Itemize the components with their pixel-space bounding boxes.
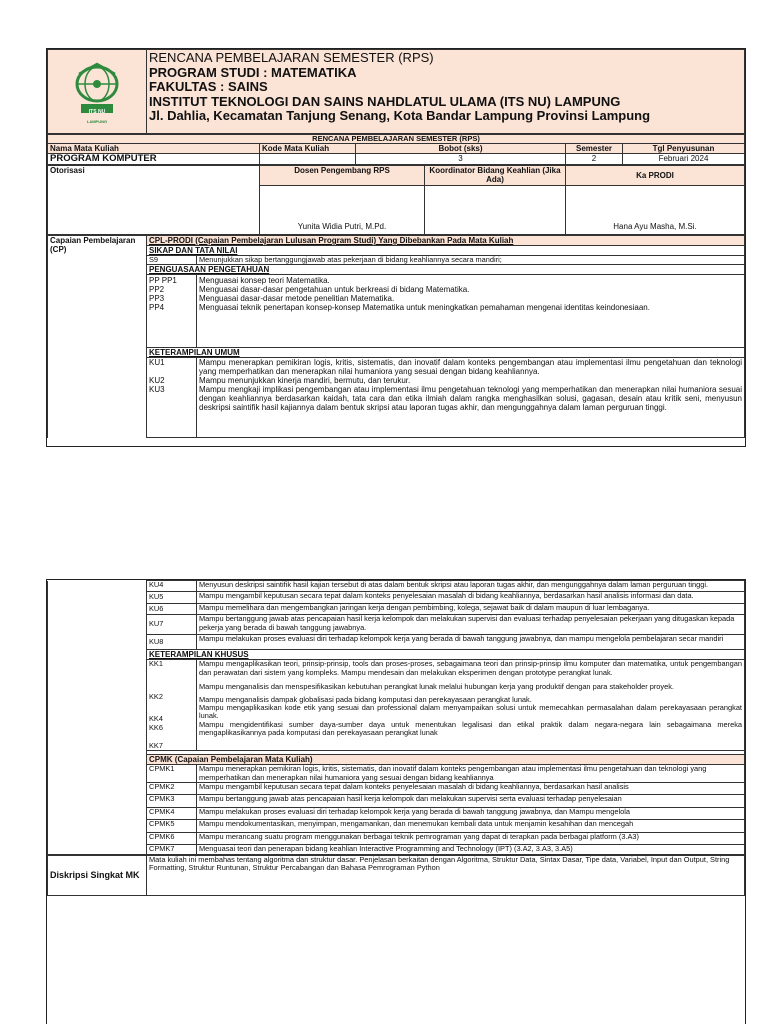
- ku8-text: Mampu melakukan proses evaluasi diri terhadap kelompok kerja yang berada di bawah tanggung jawabnya, dan mampu mengelola pembelajaran secar mandiri: [197, 635, 745, 650]
- khusus-header: KETERAMPILAN KHUSUS: [147, 650, 745, 660]
- authorization-label: Otorisasi: [48, 166, 260, 235]
- kk1-text: Mampu mengaplikasikan teori, prinsip-prinsip, tools dan proses-proses, sebagaimana teori dan prinsip-prinsip ilmu komputer dan matematika, untuk pengembangan dan perawatan dari sistem yang kompleks. Mampu mendesain dan melakukan eksperimen dengan prototype perangkat lunak.: [199, 659, 742, 677]
- sikap-header: SIKAP DAN TATA NILAI: [147, 246, 745, 256]
- title-institut: INSTITUT TEKNOLOGI DAN SAINS NAHDLATUL ULAMA (ITS NU) LAMPUNG: [149, 93, 621, 109]
- description-label: Diskripsi Singkat MK: [48, 855, 147, 895]
- pp4-text: Menguasai teknik penertapan konsep-konsep Matematika untuk meningkatkan pemahaman mengenai identitas keindonesiaan.: [199, 303, 650, 313]
- umum-texts-p1: [197, 358, 745, 438]
- cpl-header: CPL-PRODI (Capaian Pembelajaran Lulusan Program Studi) Yang Dibebankan Pada Mata Kuliah: [147, 236, 745, 246]
- course-credit-value: 3: [356, 154, 566, 165]
- cpmk7-text: Menguasai teori dan penerapan bidang keahlian Interactive Programming and Technology (IPT) (3.A2, 3.A3, 3.A5): [197, 845, 745, 854]
- course-name-value: PROGRAM KOMPUTER: [48, 154, 260, 165]
- head-name: Hana Ayu Masha, M.Si.: [566, 186, 745, 235]
- course-credit-header: Bobot (sks): [356, 144, 566, 154]
- ku5-text: Mampu mengambil keputusan secara tepat dalam konteks penyelesaian masalah di bidang keahliannya, berdasarkan hasil analisis informasi dan data.: [197, 592, 745, 603]
- pp1-code: PP PP1: [149, 276, 177, 286]
- ku1-text: Mampu menerapkan pemikiran logis, kritis, sistematis, dan inovatif dalam konteks pengembangan atau implementasi ilmu pengetahuan dan teknologi yang memperhatikan dan menerapkan nilai humaniora yang sesuai dengan bidang keahliannya.: [199, 358, 742, 377]
- pp2-text: Menguasai dasar-dasar pengetahuan untuk berkreasi di bidang Matematika.: [199, 285, 470, 295]
- cpmk2-code: CPMK2: [147, 783, 197, 795]
- cpmk5-text: Mampu mendokumentasikan, menyimpan, mengamankan, dan menemukan kembali data untuk menjamin kesahihan dan mencegah: [197, 820, 745, 832]
- course-semester-header: Semester: [566, 144, 623, 154]
- course-date-header: Tgl Penyusunan: [623, 144, 745, 154]
- khusus-codes: [147, 660, 197, 751]
- kk4-text: Mampu menganalisis dampak globalisasi pada bidang komputasi dan perekayasaan perangkat lunak.: [199, 694, 532, 704]
- ku3-code: KU3: [149, 385, 165, 395]
- title-address: Jl. Dahlia, Kecamatan Tanjung Senang, Kota Bandar Lampung Provinsi Lampung: [149, 108, 651, 123]
- dev-name: Yunita Widia Putri, M.Pd.: [260, 186, 425, 235]
- cpmk4-code: CPMK4: [147, 807, 197, 819]
- ku4-code: KU4: [147, 581, 197, 592]
- kk4-code: KK4: [149, 714, 163, 724]
- ku7-text: Mampu bertanggung jawab atas pencapaian hasil kerja kelompok dan melakukan supervisi dan evaluasi terhadap penyelesaian pekerjaan yang ditugaskan kepada pekerja yang berada di bawah tanggung jawabnya.: [197, 615, 745, 635]
- cpmk1-code: CPMK1: [147, 765, 197, 783]
- kk2-code: KK2: [149, 692, 163, 702]
- ku2-code: KU2: [149, 376, 165, 386]
- umum-header: KETERAMPILAN UMUM: [147, 348, 745, 358]
- cp-label: Capaian Pembelajaran (CP): [48, 236, 147, 438]
- pengetahuan-codes: [147, 275, 197, 348]
- kk6-code: KK6: [149, 722, 163, 732]
- course-date-value: Februari 2024: [623, 154, 745, 165]
- ku1-code: KU1: [149, 358, 165, 368]
- rps-page-1: [46, 48, 746, 447]
- pengetahuan-header: PENGUASAAN PENGETAHUAN: [147, 265, 745, 275]
- head-header: Ka PRODI: [566, 166, 745, 186]
- ku8-code: KU8: [147, 635, 197, 650]
- title-prodi: PROGRAM STUDI : MATEMATIKA: [149, 64, 357, 80]
- cp-label-continued: [48, 581, 147, 855]
- ku3-text: Mampu mengkaji implikasi pengembangan atau implementasi ilmu pengetahuan teknologi yang memperhatikan dan menerapkan nilai humaniora sesuai dengan keahliannya berdasarkan kaidah, tata cara dan etika ilmiah dalam rangka menghasilkan solusi, gagasan, desain atau kritik seni, menyusun deskripsi saintifik hasil kajiannya dalam bentuk skripsi atau laporan tugas akhir, dan mengunggahnya dalam laman perguruan tinggi.: [199, 385, 742, 413]
- kk7-code: KK7: [149, 740, 163, 750]
- cpmk-header: CPMK (Capaian Pembelajaran Mata Kuliah): [147, 755, 745, 765]
- authorization-table: [47, 165, 745, 235]
- pp3-code: PP3: [149, 294, 165, 304]
- pp4-code: PP4: [149, 303, 165, 313]
- pp1-text: Menguasai konsep teori Matematika.: [199, 276, 330, 286]
- ku5-code: KU5: [147, 592, 197, 603]
- pp3-text: Menguasai dasar-dasar metode penelitian Matematika.: [199, 294, 395, 304]
- course-code-header: Kode Mata Kuliah: [260, 144, 356, 154]
- coord-header: Koordinator Bidang Keahlian (Jika Ada): [425, 166, 566, 186]
- khusus-texts: [197, 660, 745, 751]
- coord-name: [425, 186, 566, 235]
- kk7-text: Mampu mengidentifikasi sumber daya-sumber daya untuk menentukan legalisasi dan etikal praktik dalam negara-negara lain sebagaimana mereka mengaplikasikannya pada komputasi dan perekayasaan perangkat lunak: [199, 719, 742, 738]
- sikap-text: Menunjukkan sikap bertanggungjawab atas pekerjaan di bidang keahliannya secara mandiri;: [197, 256, 745, 265]
- ku2-text: Mampu menunjukkan kinerja mandiri, bermutu, dan terukur.: [199, 376, 411, 386]
- cp-table-page1: [47, 235, 745, 438]
- cpmk7-code: CPMK7: [147, 845, 197, 854]
- cpmk4-text: Mampu melakukan proses evaluasi diri terhadap kelompok kerja yang berada di bawah tanggung jawabnya, dan Mampu mengelola: [197, 807, 745, 819]
- dev-header: Dosen Pengembang RPS: [260, 166, 425, 186]
- title-rps: RENCANA PEMBELAJARAN SEMESTER (RPS): [149, 50, 434, 65]
- course-info-table: [47, 134, 745, 165]
- course-semester-value: 2: [566, 154, 623, 165]
- kk6-text: Mampu mengaplikasikan kode etik yang sesuai dan professional dalam menyampaikan solusi untuk memecahkan permasalahan dalam perekayasaan perangkat lunak.: [199, 703, 742, 721]
- pengetahuan-texts: [197, 275, 745, 348]
- rps-bar: RENCANA PEMBELAJARAN SEMESTER (RPS): [48, 135, 745, 144]
- rps-header-table: [47, 49, 745, 134]
- logo-subtext: LAMPUNG: [86, 118, 108, 124]
- course-name-header: Nama Mata Kuliah: [48, 144, 260, 154]
- cpmk1-text: Mampu menerapkan pemikiran logis, kritis, sistematis, dan inovatif dalam konteks pengembangan atau implementasi ilmu pengetahuan dan teknologi yang memperhatikan dan menerapkan nilai humaniora yang sesuai dengan bidang keahliannya: [197, 765, 745, 783]
- kk2-text: Mampu menganalisis dan menspesifikasikan kebutuhan perangkat lunak melalui hubungan kerja yang produktif dengan para stakeholder proyek.: [199, 682, 674, 692]
- ku7-code: KU7: [147, 615, 197, 635]
- sikap-code: S9: [147, 256, 197, 265]
- ku6-text: Mampu memelihara dan mengembangkan jaringan kerja dengan pembimbing, kolega, sejawat baik di dalam maupun di luar lembaganya.: [197, 603, 745, 614]
- cp-table-page2: [47, 580, 745, 855]
- kk1-code: KK1: [149, 659, 163, 669]
- description-text: Mata kuliah ini membahas tentang algoritma dan struktur dasar. Penjelasan berkaitan dengan Algoritma, Struktur Data, Sintax Dasar, Tipe data, Variabel, Input dan Output, String Formatting, Struktur Runtunan, Struktur Percabangan dan Bahasa Pemrograman Python: [147, 855, 745, 895]
- pp2-code: PP2: [149, 285, 165, 295]
- ku6-code: KU6: [147, 603, 197, 614]
- rps-page-2: [46, 579, 746, 1024]
- cpmk5-code: CPMK5: [147, 820, 197, 832]
- course-code-value: [260, 154, 356, 165]
- cpmk3-text: Mampu bertanggung jawab atas pencapaian hasil kerja kelompok dan melakukan supervisi serta evaluasi terhadap penyelesaian: [197, 795, 745, 807]
- title-fakultas: FAKULTAS : SAINS: [149, 79, 268, 94]
- description-table: [47, 855, 745, 896]
- logo-cell: [48, 50, 147, 134]
- cpmk2-text: Mampu mengambil keputusan secara tepat dalam konteks penyelesaian masalah di bidang keahliannya, berdasarkan hasil analisis: [197, 783, 745, 795]
- umum-codes-p1: [147, 358, 197, 438]
- cpmk6-code: CPMK6: [147, 832, 197, 844]
- cpmk3-code: CPMK3: [147, 795, 197, 807]
- cpmk6-text: Mampu merancang suatu program menggunakan berbagai teknik pemrograman yang dapat di terapkan pada berbagai platform (3.A3): [197, 832, 745, 844]
- ku4-text: Menyusun deskripsi saintifik hasil kajian tersebut di atas dalam bentuk skripsi atau laporan tugas akhir, dan mengunggahnya dalam laman perguruan tinggi.: [197, 581, 745, 592]
- header-title-block: [147, 50, 745, 134]
- logo-text: ITS NU: [88, 108, 106, 115]
